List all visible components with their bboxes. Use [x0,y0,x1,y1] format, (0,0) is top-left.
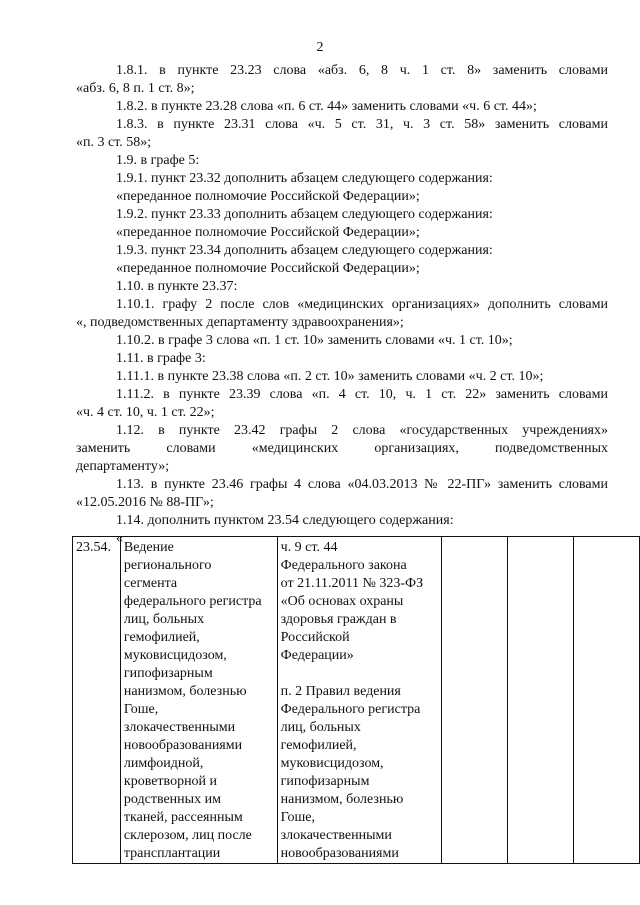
legal-basis-line: муковисцидозом, [280,756,384,771]
authority-name-line: федерального регистра [123,594,262,609]
authority-name-line: Ведение [123,540,174,555]
legal-basis-line: лиц, больных [280,720,361,735]
paragraph-line: «переданное полномочие Российской Федерации»; [116,189,420,204]
document-body [76,62,608,548]
amendment-table [72,536,640,864]
legal-basis-line: гемофилией, [280,738,357,753]
empty-cell-6 [573,537,639,864]
paragraph-line: « [116,531,123,546]
authority-name-line: регионального [123,558,212,573]
paragraph-line: «переданное полномочие Российской Федерации»; [116,261,420,276]
legal-basis-line: злокачественными [280,828,392,843]
legal-basis-line: п. 2 Правил ведения [280,684,401,699]
authority-name-line: новообразованиями [123,738,243,753]
authority-name-line: гемофилией, [123,630,200,645]
paragraph-line: «переданное полномочие Российской Федерации»; [116,225,420,240]
paragraph-line: заменить словами «медицинских организациях, подведомственных [76,441,608,456]
authority-name-line: сегмента [123,576,178,591]
legal-basis-line: Федерального закона [280,558,407,573]
paragraph-line: «ч. 4 ст. 10, ч. 1 ст. 22»; [76,405,215,420]
item-number-cell [73,537,121,864]
block-gap [281,665,438,683]
legal-basis-line: ч. 9 ст. 44 [280,540,338,555]
paragraph-line: 1.9. в графе 5: [116,153,200,168]
paragraph-line: 1.11.1. в пункте 23.38 слова «п. 2 ст. 10» заменить словами «ч. 2 ст. 10»; [116,369,544,384]
authority-name-line: лиц, больных [123,612,205,627]
authority-name-line: склерозом, лиц после [123,828,252,843]
paragraph-line: 1.8.1. в пункте 23.23 слова «абз. 6, 8 ч. 1 ст. 8» заменить словами [116,63,608,78]
legal-basis-line: Федерального регистра [280,702,421,717]
authority-name-line: тканей, рассеянным [123,810,243,825]
paragraph-line: 1.8.3. в пункте 23.31 слова «ч. 5 ст. 31, ч. 3 ст. 58» заменить словами [116,117,608,132]
paragraph-line: 1.11. в графе 3: [116,351,206,366]
legal-basis-line: «Об основах охраны [280,594,404,609]
authority-name-line: Гоше, [123,702,159,717]
paragraph-line: «12.05.2016 № 88-ПГ»; [76,495,214,510]
paragraph-line: 1.11.2. в пункте 23.39 слова «п. 4 ст. 10, ч. 1 ст. 22» заменить словами [116,387,608,402]
authority-name-line: муковисцидозом, [123,648,227,663]
page-number: 2 [316,40,324,55]
legal-basis-line: нанизмом, болезнью [280,792,404,807]
legal-basis-line: Гоше, [280,810,315,825]
paragraph-line: 1.10. в пункте 23.37: [116,279,238,294]
paragraph-line: 1.10.2. в графе 3 слова «п. 1 ст. 10» заменить словами «ч. 1 ст. 10»; [116,333,513,348]
authority-name-line: нанизмом, болезнью [123,684,247,699]
table-row [73,537,640,864]
paragraph-line: «абз. 6, 8 п. 1 ст. 8»; [76,81,195,96]
paragraph-line: 1.9.3. пункт 23.34 дополнить абзацем следующего содержания: [116,243,493,258]
legal-basis-line: здоровья граждан в [280,612,397,627]
legal-basis-line: гипофизарным [280,774,370,789]
paragraph-line: 1.14. дополнить пунктом 23.54 следующего содержания: [116,513,454,528]
authority-name-line: трансплантации [123,846,221,861]
authority-name-line: лимфоидной, [123,756,204,771]
paragraph-line: «п. 3 ст. 58»; [76,135,152,150]
empty-cell-5 [507,537,573,864]
authority-name-line: родственных им [123,792,221,807]
paragraph-line: 1.13. в пункте 23.46 графы 4 слова «04.03.2013 № 22-ПГ» заменить словами [116,477,608,492]
legal-basis-line: от 21.11.2011 № 323-ФЗ [280,576,424,591]
authority-name-cell [120,537,277,864]
legal-basis-line: Федерации» [280,648,354,663]
legal-basis-cell [277,537,441,864]
paragraph-line: 1.10.1. графу 2 после слов «медицинских организациях» дополнить словами [116,297,608,312]
paragraph-line: 1.9.2. пункт 23.33 дополнить абзацем следующего содержания: [116,207,493,222]
empty-cell-4 [441,537,507,864]
legal-basis-line: новообразованиями [280,846,399,861]
paragraph-line: департаменту»; [76,459,170,474]
authority-name-line: злокачественными [123,720,236,735]
authority-name-line: кроветворной и [123,774,218,789]
paragraph-line: 1.8.2. в пункте 23.28 слова «п. 6 ст. 44» заменить словами «ч. 6 ст. 44»; [116,99,537,114]
authority-name-line: гипофизарным [123,666,213,681]
legal-basis-line: Российской [280,630,350,645]
item-number: 23.54. [76,540,111,555]
paragraph-line: «, подведомственных департаменту здравоохранения»; [76,315,404,330]
paragraph-line: 1.12. в пункте 23.42 графы 2 слова «государственных учреждениях» [116,423,608,438]
paragraph-line: 1.9.1. пункт 23.32 дополнить абзацем следующего содержания: [116,171,493,186]
